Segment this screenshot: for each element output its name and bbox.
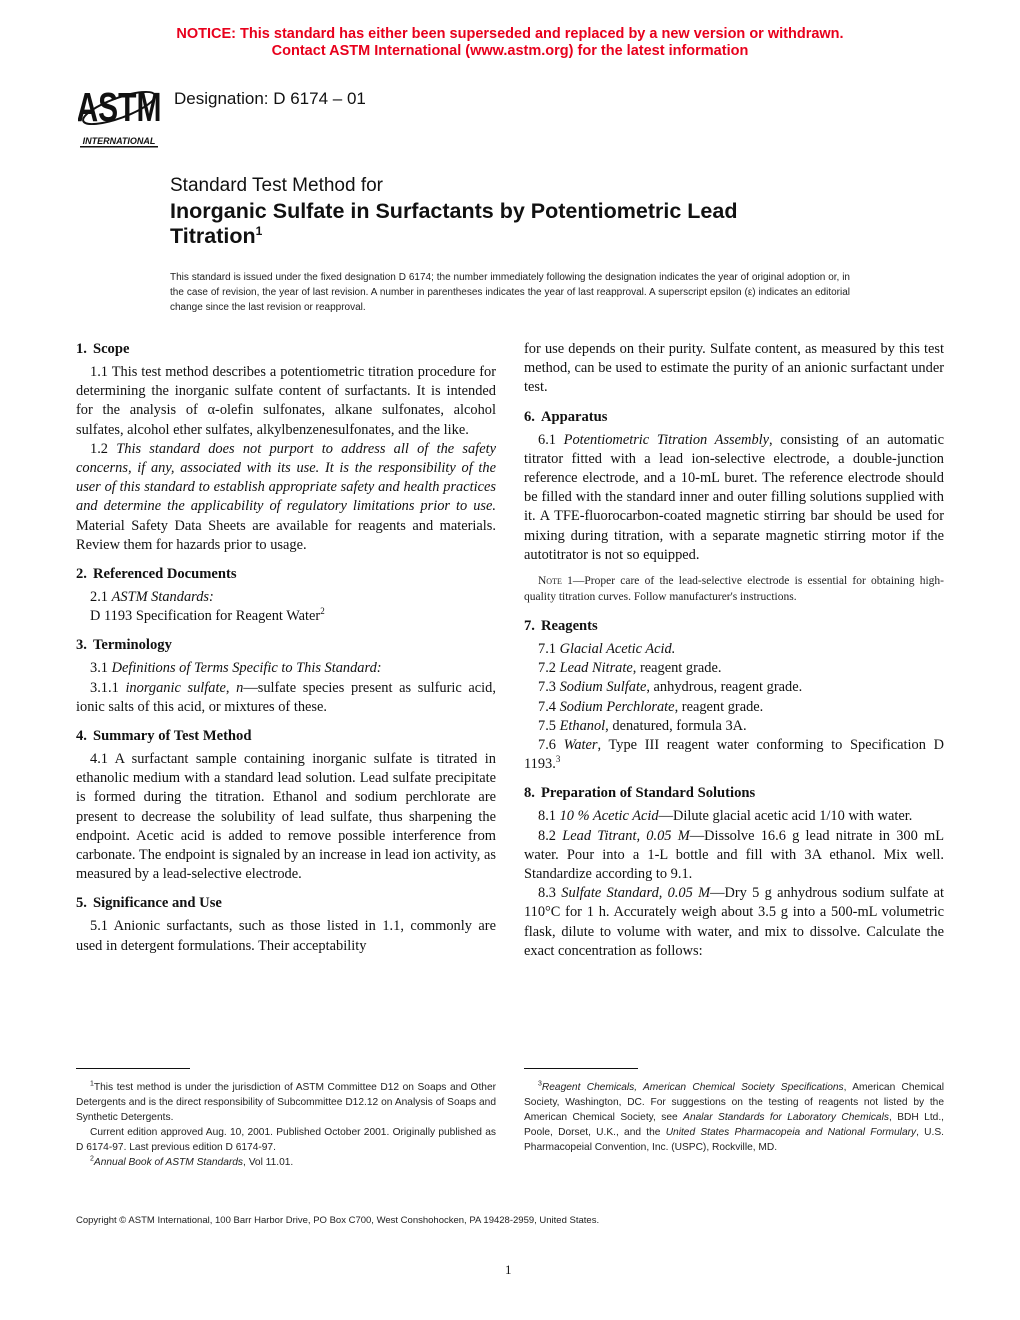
reagent-item: 7.3 Sodium Sulfate, anhydrous, reagent grade.	[538, 679, 803, 696]
reagent-item: 7.4 Sodium Perchlorate, reagent grade.	[538, 698, 764, 715]
section-heading: 6. Apparatus	[524, 408, 608, 425]
astm-logo-icon	[78, 78, 160, 148]
paragraph-4-1: 4.1 A surfactant sample containing inorganic sulfate is titrated in ethanolic medium with a standard lead solution. Lead sulfate precipitate is formed during the titration. Ethanol and sodium perchlorate are present to decrease the solubility of lead sulfate, thus sharpening the endpoint. Acetic acid is added to remove possible interference from carbonate. The endpoint is signaled by an increase in lead ion activity, as measured by a lead-selective electrode.	[76, 751, 496, 883]
paragraph-3-1: 3.1 Definitions of Terms Specific to This Standard:	[90, 660, 382, 677]
document-title	[170, 175, 737, 249]
section-heading: 8. Preparation of Standard Solutions	[524, 785, 756, 802]
designation: Designation: D 6174 – 01	[174, 89, 366, 108]
paragraph-5-1-cont: for use depends on their purity. Sulfate content, as measured by this test method, can be used to estimate the purity of an anionic surfactant under test.	[524, 341, 944, 396]
paragraph-5-1-start: 5.1 Anionic surfactants, such as those listed in 1.1, commonly are used in detergent formulations. Their acceptability	[76, 918, 496, 954]
paragraph-1-2: 1.2 This standard does not purport to address all of the safety concerns, if any, associated with its use. It is the responsibility of the user of this standard to establish appropriate safety and health practices and determine the applicability of regulatory limitations prior to use. Material Safety Data Sheets are available for reagents and materials. Review them for hazards prior to usage.	[76, 440, 496, 553]
notice-line-1: NOTICE: This standard has either been superseded and replaced by a new version or withdrawn.	[176, 26, 844, 42]
reference-d1193: D 1193 Specification for Reagent Water$^2$	[90, 606, 325, 625]
footnote-ref[interactable]: 1	[255, 223, 263, 238]
section-referenced-documents	[76, 565, 496, 626]
reagent-item: 7.5 Ethanol, denatured, formula 3A.	[538, 717, 747, 734]
paragraph-3-1-1: 3.1.1 inorganic sulfate, n—sulfate species present as sulfuric acid, ionic salts of this acid, or mixtures of these.	[76, 679, 496, 715]
footnote-1: $^1$This test method is under the jurisdiction of ASTM Committee D12 on Soaps and Other Detergents and is the direct responsibility of Subcommittee D12.12 on Analysis of Soaps and Synthetic Detergents.	[76, 1080, 496, 1123]
notice-line-2: Contact ASTM International (www.astm.org) for the latest information	[271, 43, 749, 59]
section-summary	[76, 727, 496, 884]
paragraph-2-1: 2.1 ASTM Standards:	[90, 589, 214, 606]
footnotes-right	[524, 1080, 944, 1155]
paragraph-6-1: 6.1 Potentiometric Titration Assembly, consisting of an automatic titrator fitted with a lead ion-selective electrode, a double-junction reference electrode, and a 10-mL buret. The reference electrode should be filled with the standard inner and outer filling solutions supplied with it. A TFE-fluorocarbon-coated magnetic stirring bar should be used for mixing during titration, with a separate magnetic stirring motor if the autotitrator is not so equipped.	[524, 431, 944, 563]
section-heading: 3. Terminology	[76, 637, 172, 654]
footnote-3: $^3$Reagent Chemicals, American Chemical Society Specifications, American Chemical Society, Washington, DC. For suggestions on the testing of reagents not listed by the American Chemical Society, see Analar Standards for Laboratory Chemicals, BDH Ltd., Poole, Dorset, U.K., and the United States Pharmacopeia and National Formulary, U.S. Pharmacopeial Convention, Inc. (USPC), Rockville, MD.	[524, 1080, 944, 1153]
issuance-note: This standard is issued under the fixed designation D 6174; the number immediately following the designation indicates the year of original adoption or, in the case of revision, the year of last revision. A number in parentheses indicates the year of last reapproval. A superscript epsilon (ε) indicates an editorial change since the last revision or reapproval.	[170, 272, 850, 313]
section-significance	[76, 894, 496, 955]
section-heading: 2. Referenced Documents	[76, 566, 237, 583]
copyright-notice: Copyright © ASTM International, 100 Barr Harbor Drive, PO Box C700, West Conshohocken, PA 19428-2959, United States.	[76, 1215, 600, 1226]
section-heading: 4. Summary of Test Method	[76, 728, 252, 745]
svg-text:INTERNATIONAL: INTERNATIONAL	[82, 136, 156, 146]
section-heading: 1. Scope	[76, 341, 130, 357]
page-number: 1	[505, 1262, 512, 1277]
section-reagents	[524, 617, 944, 774]
footnote-ref[interactable]: 3	[555, 754, 561, 765]
note-1: Note 1—Proper care of the lead-selective electrode is essential for obtaining high-quality titration curves. Follow manufacturer's instructions.	[524, 575, 945, 604]
footnote-divider	[76, 1068, 190, 1069]
section-preparation	[524, 784, 944, 961]
paragraph-1-1: 1.1 This test method describes a potentiometric titration procedure for determining the inorganic sulfate content of surfactants. It is intended for the analysis of α-olefin sulfonates, alkane sulfonates, alcohol sulfates, alcohol ether sulfates, alkylbenzenesulfonates, and the like.	[76, 364, 496, 438]
footnote-divider	[524, 1068, 638, 1069]
title-line-1: Standard Test Method for	[170, 175, 383, 196]
section-apparatus	[524, 408, 944, 605]
withdrawn-notice	[0, 26, 1020, 60]
reagent-item: 7.1 Glacial Acetic Acid.	[538, 641, 676, 658]
section-significance-cont	[524, 340, 944, 398]
section-heading: 7. Reagents	[524, 618, 598, 635]
footnote-ref[interactable]: 2	[320, 606, 325, 617]
section-scope	[76, 340, 496, 555]
footnote-1-edition: Current edition approved Aug. 10, 2001. Published October 2001. Originally published as D 6174-97. Last previous edition D 6174-97.	[76, 1127, 496, 1153]
footnote-2: $^2$Annual Book of ASTM Standards, Vol 11.01.	[90, 1155, 294, 1168]
footnotes-left	[76, 1080, 496, 1170]
svg-text:ASTM: ASTM	[78, 84, 160, 131]
preparation-item: 8.1 10 % Acetic Acid—Dilute glacial acetic acid 1/10 with water.	[538, 808, 913, 825]
right-column	[524, 340, 944, 971]
preparation-item: 8.3 Sulfate Standard, 0.05 M—Dry 5 g anhydrous sodium sulfate at 110°C for 1 h. Accurately weigh about 3.5 g into a 500-mL volumetric flask, dilute to volume with water, and mix to dissolve. Calculate the exact concentration as follows:	[524, 885, 945, 959]
section-heading: 5. Significance and Use	[76, 895, 222, 912]
reagent-item: 7.2 Lead Nitrate, reagent grade.	[538, 660, 722, 677]
section-terminology	[76, 636, 496, 717]
title-line-2: Inorganic Sulfate in Surfactants by Potentiometric Lead Titration$^1$	[170, 199, 738, 248]
left-column	[76, 340, 496, 966]
reagent-item: 7.6 Water, Type III reagent water conforming to Specification D 1193.$^3$	[524, 737, 944, 773]
preparation-item: 8.2 Lead Titrant, 0.05 M—Dissolve 16.6 g lead nitrate in 300 mL water. Pour into a 1-L bottle and fill with 3A ethanol. Mix well. Standardize according to 9.1.	[524, 827, 944, 883]
